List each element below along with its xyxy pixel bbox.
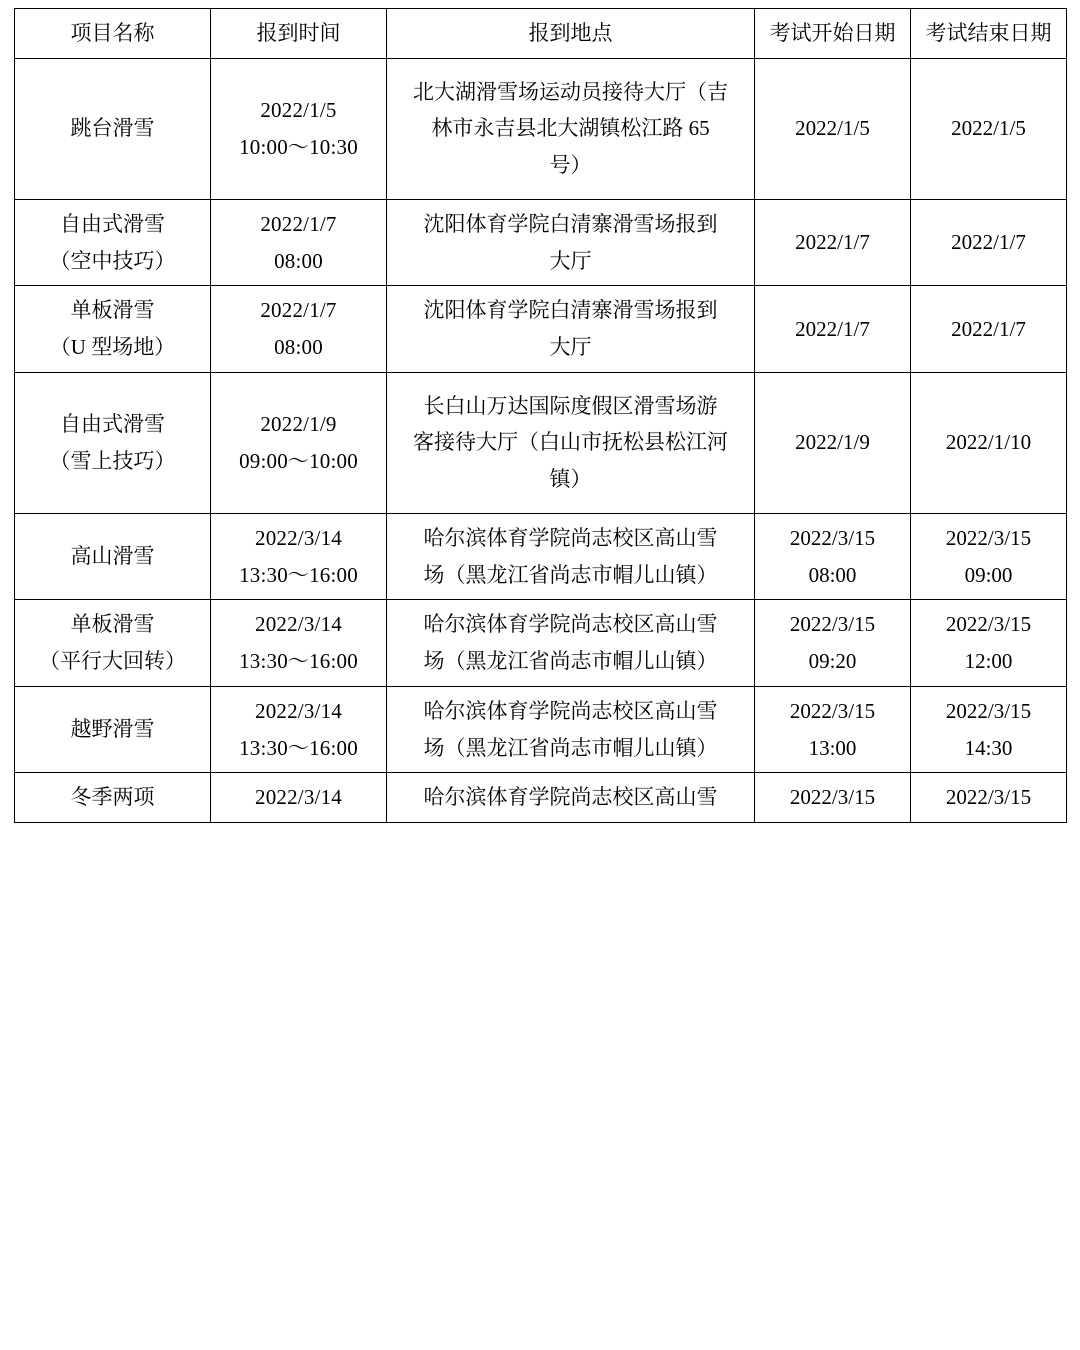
text-line: 09:20 xyxy=(808,649,857,673)
text-line: 哈尔滨体育学院尚志校区高山雪 xyxy=(423,612,718,637)
text-line: 12:00 xyxy=(964,649,1013,673)
table-body xyxy=(15,58,1067,822)
text-line: 冬季两项 xyxy=(70,785,155,810)
text-line: 13:30～16:00 xyxy=(239,562,358,587)
cell-project-name xyxy=(15,286,211,373)
text-line: 2022/1/7 xyxy=(795,230,870,255)
text-line: 沈阳体育学院白清寨滑雪场报到 xyxy=(423,211,718,236)
cell-exam-end-date xyxy=(911,513,1067,600)
cell-exam-start-date xyxy=(755,600,911,687)
table-row xyxy=(15,600,1067,687)
text-line: 号） xyxy=(549,153,592,178)
cell-report-time xyxy=(211,600,387,687)
table-row xyxy=(15,372,1067,513)
cell-exam-end-date xyxy=(911,286,1067,373)
cell-project-name xyxy=(15,686,211,773)
text-line: （空中技巧） xyxy=(49,248,176,273)
cell-exam-end-date xyxy=(911,773,1067,823)
text-line: 2022/3/15 xyxy=(945,612,1032,637)
text-line: 2022/3/15 xyxy=(789,785,876,810)
cell-report-time xyxy=(211,513,387,600)
text-line: 13:00 xyxy=(808,735,857,760)
text-line: 哈尔滨体育学院尚志校区高山雪 xyxy=(423,525,718,550)
table-row xyxy=(15,199,1067,286)
text-line: 09:00～10:00 xyxy=(239,448,358,473)
text-line: 客接待大厅（白山市抚松县松江河 xyxy=(413,430,728,455)
text-line: 场（黑龙江省尚志市帽儿山镇） xyxy=(423,649,718,673)
text-line: 08:00 xyxy=(808,562,857,587)
text-line: 2022/3/15 xyxy=(789,525,876,550)
cell-report-place xyxy=(387,372,755,513)
cell-exam-start-date xyxy=(755,686,911,773)
text-line: 高山滑雪 xyxy=(70,544,155,569)
cell-project-name xyxy=(15,199,211,286)
text-line: 13:30～16:00 xyxy=(239,649,358,673)
cell-report-place xyxy=(387,513,755,600)
cell-report-time xyxy=(211,372,387,513)
cell-exam-start-date xyxy=(755,199,911,286)
text-line: 长白山万达国际度假区滑雪场游 xyxy=(423,393,718,418)
cell-report-place xyxy=(387,58,755,199)
cell-report-time xyxy=(211,58,387,199)
text-line: 2022/3/15 xyxy=(945,525,1032,550)
cell-exam-start-date xyxy=(755,513,911,600)
text-line: 大厅 xyxy=(549,335,592,359)
text-line: 林市永吉县北大湖镇松江路 65 xyxy=(431,116,710,141)
cell-exam-end-date xyxy=(911,686,1067,773)
text-line: 2022/1/9 xyxy=(260,412,337,436)
text-line: 2022/1/9 xyxy=(795,430,870,455)
text-line: 越野滑雪 xyxy=(70,717,155,742)
column-header-report-time: 报到时间 xyxy=(211,9,387,59)
text-line: 2022/3/14 xyxy=(255,612,342,637)
text-line: 08:00 xyxy=(274,335,323,359)
cell-project-name xyxy=(15,773,211,823)
text-line: 自由式滑雪 xyxy=(60,211,165,236)
cell-exam-end-date xyxy=(911,372,1067,513)
cell-report-place xyxy=(387,286,755,373)
cell-report-time xyxy=(211,286,387,373)
text-line: 2022/3/15 xyxy=(789,698,876,723)
text-line: 哈尔滨体育学院尚志校区高山雪 xyxy=(423,698,718,723)
text-line: 跳台滑雪 xyxy=(70,116,155,141)
cell-exam-end-date xyxy=(911,600,1067,687)
text-line: 2022/3/14 xyxy=(255,525,342,550)
cell-project-name xyxy=(15,513,211,600)
cell-report-place xyxy=(387,199,755,286)
text-line: 单板滑雪 xyxy=(70,612,155,637)
text-line: 北大湖滑雪场运动员接待大厅（吉 xyxy=(413,79,728,104)
text-line: 2022/1/7 xyxy=(795,316,870,341)
text-line: 2022/3/15 xyxy=(945,785,1032,810)
text-line: （雪上技巧） xyxy=(49,448,176,473)
cell-project-name xyxy=(15,600,211,687)
table-row xyxy=(15,513,1067,600)
cell-report-place xyxy=(387,773,755,823)
table-row xyxy=(15,286,1067,373)
column-header-exam-end-date: 考试结束日期 xyxy=(911,9,1067,59)
text-line: 2022/3/14 xyxy=(255,698,342,723)
column-header-project-name: 项目名称 xyxy=(15,9,211,59)
text-line: 2022/1/5 xyxy=(951,116,1026,141)
text-line: 2022/1/7 xyxy=(951,316,1026,341)
text-line: 2022/1/5 xyxy=(260,98,337,122)
cell-report-place xyxy=(387,686,755,773)
column-header-report-place: 报到地点 xyxy=(387,9,755,59)
cell-exam-start-date xyxy=(755,773,911,823)
text-line: 镇） xyxy=(549,467,592,492)
cell-exam-start-date xyxy=(755,286,911,373)
text-line: （平行大回转） xyxy=(39,649,186,673)
text-line: 10:00～10:30 xyxy=(239,134,358,159)
text-line: 2022/3/15 xyxy=(945,698,1032,723)
cell-project-name xyxy=(15,58,211,199)
text-line: 大厅 xyxy=(549,248,592,273)
text-line: 08:00 xyxy=(274,248,323,273)
text-line: 沈阳体育学院白清寨滑雪场报到 xyxy=(423,298,718,323)
text-line: 2022/3/15 xyxy=(789,612,876,637)
cell-exam-start-date xyxy=(755,372,911,513)
text-line: 2022/1/7 xyxy=(260,298,337,323)
exam-schedule-table xyxy=(14,8,1067,823)
cell-exam-end-date xyxy=(911,199,1067,286)
text-line: 单板滑雪 xyxy=(70,298,155,323)
cell-report-time xyxy=(211,773,387,823)
cell-report-time xyxy=(211,686,387,773)
text-line: （U 型场地） xyxy=(49,335,176,359)
table-header xyxy=(15,9,1067,59)
text-line: 09:00 xyxy=(964,562,1013,587)
text-line: 13:30～16:00 xyxy=(239,735,358,760)
text-line: 2022/1/7 xyxy=(260,211,337,236)
column-header-exam-start-date: 考试开始日期 xyxy=(755,9,911,59)
text-line: 哈尔滨体育学院尚志校区高山雪 xyxy=(423,785,718,810)
cell-report-place xyxy=(387,600,755,687)
table-header-row xyxy=(15,9,1067,59)
table-row xyxy=(15,58,1067,199)
text-line: 2022/1/10 xyxy=(945,430,1032,455)
text-line: 自由式滑雪 xyxy=(60,412,165,436)
table-row xyxy=(15,773,1067,823)
cell-exam-end-date xyxy=(911,58,1067,199)
cell-report-time xyxy=(211,199,387,286)
text-line: 2022/3/14 xyxy=(255,785,342,810)
cell-exam-start-date xyxy=(755,58,911,199)
text-line: 2022/1/5 xyxy=(795,116,870,141)
table-row xyxy=(15,686,1067,773)
cell-project-name xyxy=(15,372,211,513)
text-line: 14:30 xyxy=(964,735,1013,760)
text-line: 场（黑龙江省尚志市帽儿山镇） xyxy=(423,562,718,587)
text-line: 2022/1/7 xyxy=(951,230,1026,255)
text-line: 场（黑龙江省尚志市帽儿山镇） xyxy=(423,735,718,760)
